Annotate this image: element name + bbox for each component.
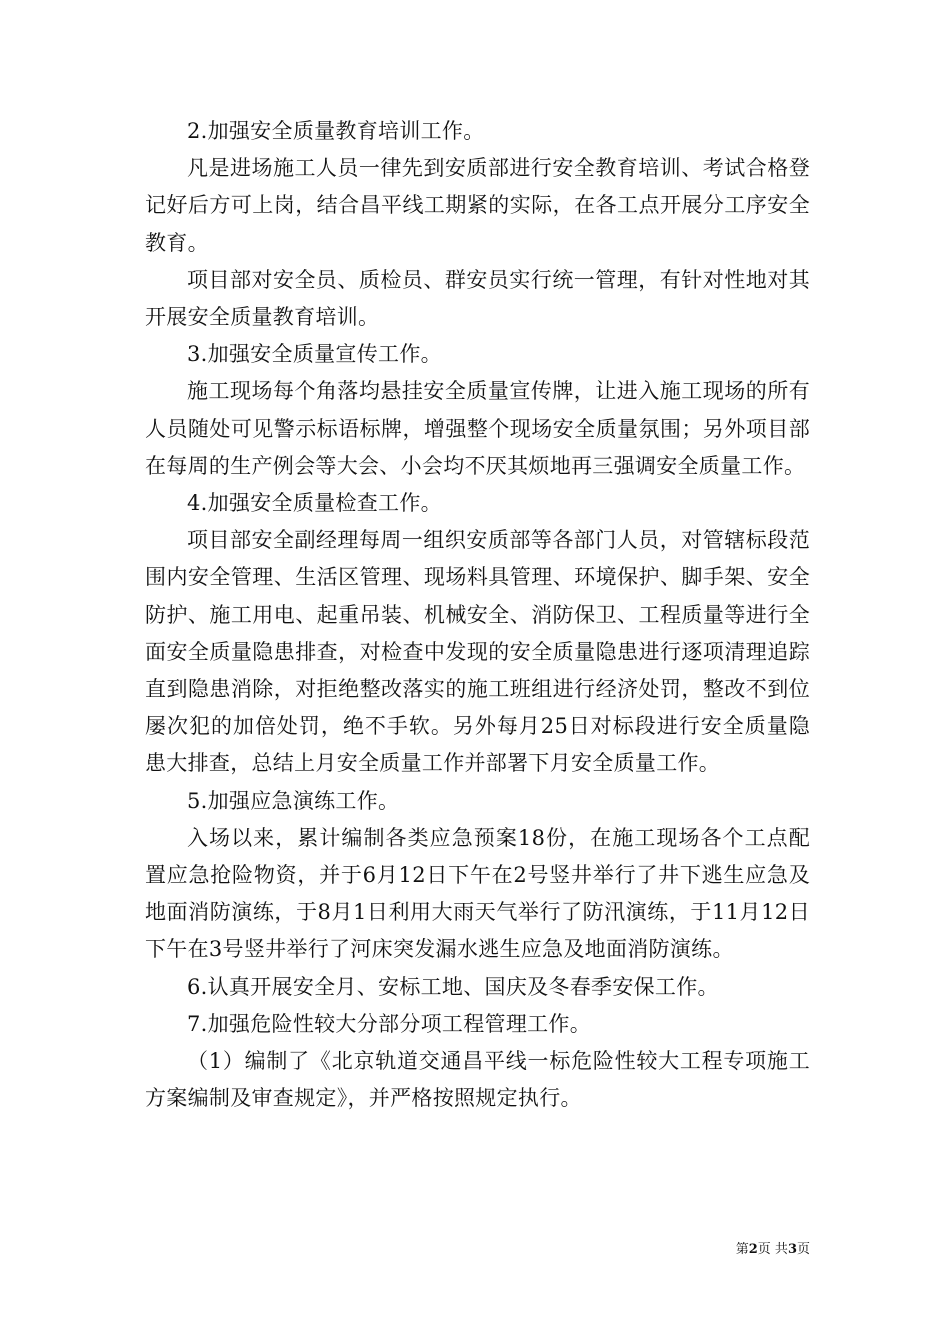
paragraph: 凡是进场施工人员一律先到安质部进行安全教育培训、考试合格登记好后方可上岗，结合昌平线工期紧的实际，在各工点开展分工序安全教育。 xyxy=(145,156,810,255)
paragraph: 项目部对安全员、质检员、群安员实行统一管理，有针对性地对其开展安全质量教育培训。 xyxy=(145,267,810,330)
body-text xyxy=(145,113,810,1117)
footer-prefix: 第 xyxy=(735,1242,749,1257)
total-page-number: 3 xyxy=(787,1242,797,1257)
heading-hazardous-works: 7.加强危险性较大分部分项工程管理工作。 xyxy=(187,1011,592,1036)
paragraph: 项目部安全副经理每周一组织安质部等各部门人员，对管辖标段范围内安全管理、生活区管理、现场料具管理、环境保护、脚手架、安全防护、施工用电、起重吊装、机械安全、消防保卫、工程质量等进行全面安全质量隐患排查，对检查中发现的安全质量隐患进行逐项清理追踪直到隐患消除，对拒绝整改落实的施工班组进行经济处罚，整改不到位屡次犯的加倍处罚，绝不手软。另外每月25日对标段进行安全质量隐患大排查，总结上月安全质量工作并部署下月安全质量工作。 xyxy=(145,528,810,776)
footer-middle: 页 共 xyxy=(757,1242,788,1257)
footer-suffix: 页 xyxy=(796,1242,810,1257)
heading-safety-month: 6.认真开展安全月、安标工地、国庆及冬春季安保工作。 xyxy=(187,974,719,999)
heading-publicity: 3.加强安全质量宣传工作。 xyxy=(187,342,442,367)
current-page-number: 2 xyxy=(748,1242,758,1257)
page-number-footer xyxy=(700,1242,810,1258)
paragraph: （1）编制了《北京轨道交通昌平线一标危险性较大工程专项施工方案编制及审查规定》，并严格按照规定执行。 xyxy=(145,1049,810,1111)
heading-inspection: 4.加强安全质量检查工作。 xyxy=(187,491,442,516)
heading-emergency-drill: 5.加强应急演练工作。 xyxy=(187,788,400,813)
heading-education-training: 2.加强安全质量教育培训工作。 xyxy=(187,119,485,143)
paragraph: 入场以来，累计编制各类应急预案18份，在施工现场各个工点配置应急抢险物资，并于6月12日下午在2号竖井举行了井下逃生应急及地面消防演练，于8月1日利用大雨天气举行了防汛演练，于11月12日下午在3号竖井举行了河床突发漏水逃生应急及地面消防演练。 xyxy=(145,825,810,962)
paragraph: 施工现场每个角落均悬挂安全质量宣传牌，让进入施工现场的所有人员随处可见警示标语标牌，增强整个现场安全质量氛围；另外项目部在每周的生产例会等大会、小会均不厌其烦地再三强调安全质量工作。 xyxy=(145,379,810,478)
